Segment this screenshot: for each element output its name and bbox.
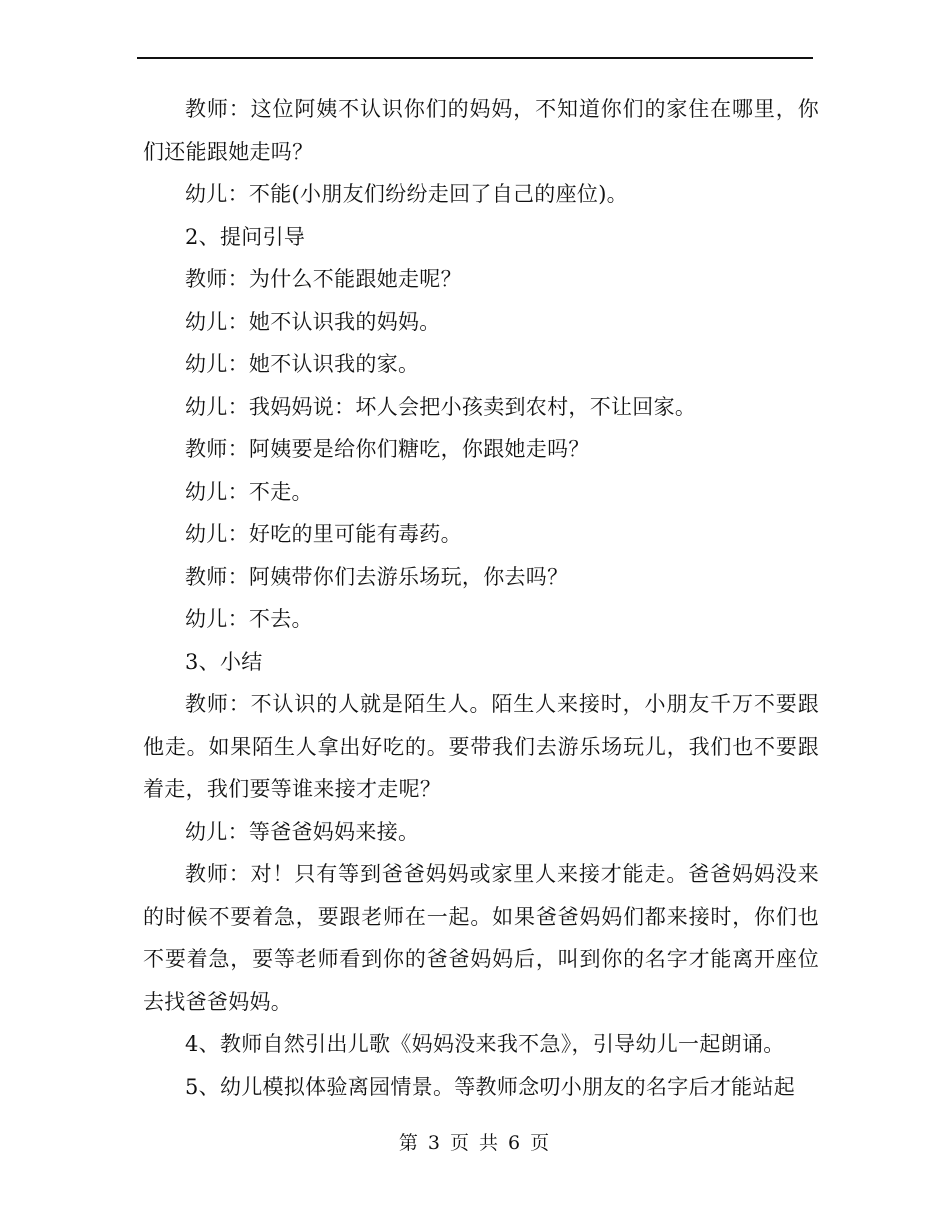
section-heading: 4、教师自然引出儿歌《妈妈没来我不急》，引导幼儿一起朗诵。 [185,1032,785,1056]
paragraph: 幼儿：不去。 [185,607,313,631]
paragraph: 幼儿：不能(小朋友们纷纷走回了自己的座位)。 [185,182,628,206]
paragraph: 教师：阿姨带你们去游乐场玩，你去吗？ [185,564,569,589]
paragraph: 教师：这位阿姨不认识你们的妈妈，不知道你们的家住在哪里，你们还能跟她走吗？ [143,97,819,164]
section-heading: 3、小结 [185,649,263,674]
paragraph: 幼儿：我妈妈说：坏人会把小孩卖到农村，不让回家。 [185,394,697,419]
page-number-footer: 第 3 页 共 6 页 [398,1132,552,1154]
paragraph: 幼儿：等爸爸妈妈来接。 [185,819,420,844]
section-heading: 5、幼儿模拟体验离园情景。等教师念叨小朋友的名字后才能站起 [185,1074,796,1099]
header-rule [137,57,813,59]
paragraph: 教师：阿姨要是给你们糖吃，你跟她走吗？ [185,437,590,461]
paragraph: 幼儿：她不认识我的妈妈。 [185,309,441,334]
document-body [143,88,819,1108]
paragraph: 教师：为什么不能跟她走呢？ [185,267,462,291]
paragraph: 教师：不认识的人就是陌生人。陌生人来接时，小朋友千万不要跟他走。如果陌生人拿出好吃的。要带我们去游乐场玩儿，我们也不要跟着走，我们要等谁来接才走呢？ [143,692,819,801]
section-heading: 2、提问引导 [185,224,306,249]
paragraph: 教师：对！只有等到爸爸妈妈或家里人来接才能走。爸爸妈妈没来的时候不要着急，要跟老师在一起。如果爸爸妈妈们都来接时，你们也不要着急，要等老师看到你的爸爸妈妈后，叫到你的名字才能离开座位去找爸爸妈妈。 [143,862,819,1014]
paragraph: 幼儿：不走。 [185,479,313,504]
paragraph: 幼儿：她不认识我的家。 [185,352,420,376]
paragraph: 幼儿：好吃的里可能有毒药。 [185,522,462,546]
